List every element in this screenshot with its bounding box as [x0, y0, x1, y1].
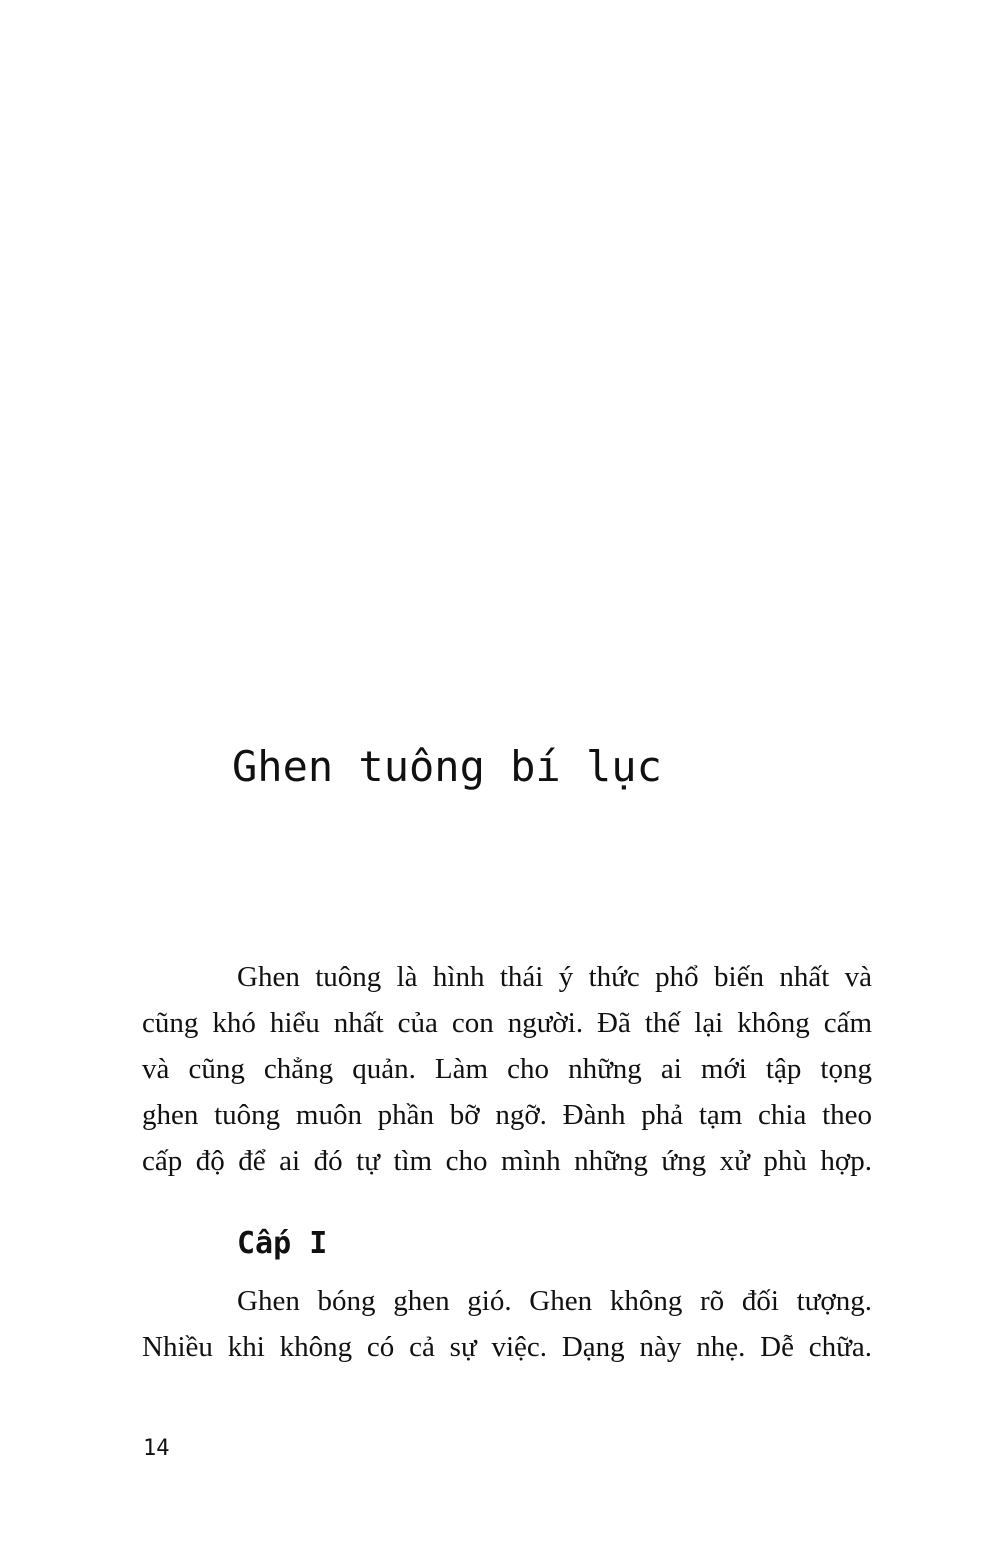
section-heading: Cấp I [237, 1226, 328, 1261]
intro-line: cũng khó hiểu nhất của con người. Đã thế lại không cấm [142, 1007, 872, 1039]
intro-line: và cũng chẳng quản. Làm cho những ai mới tập tọng [142, 1053, 872, 1085]
intro-line: ghen tuông muôn phần bỡ ngỡ. Đành phả tạm chia theo [142, 1099, 872, 1131]
section-paragraph [142, 1278, 872, 1370]
intro-paragraph [142, 954, 872, 1184]
intro-line: cấp độ để ai đó tự tìm cho mình những ứng xử phù hợp. [142, 1145, 872, 1177]
section-line: Nhiều khi không có cả sự việc. Dạng này nhẹ. Dễ chữa. [142, 1331, 872, 1363]
page-number: 14 [143, 1436, 170, 1461]
chapter-title: Ghen tuông bí lục [232, 742, 662, 791]
intro-line: Ghen tuông là hình thái ý thức phổ biến nhất và [237, 961, 872, 993]
section-line: Ghen bóng ghen gió. Ghen không rõ đối tượng. [237, 1285, 872, 1317]
